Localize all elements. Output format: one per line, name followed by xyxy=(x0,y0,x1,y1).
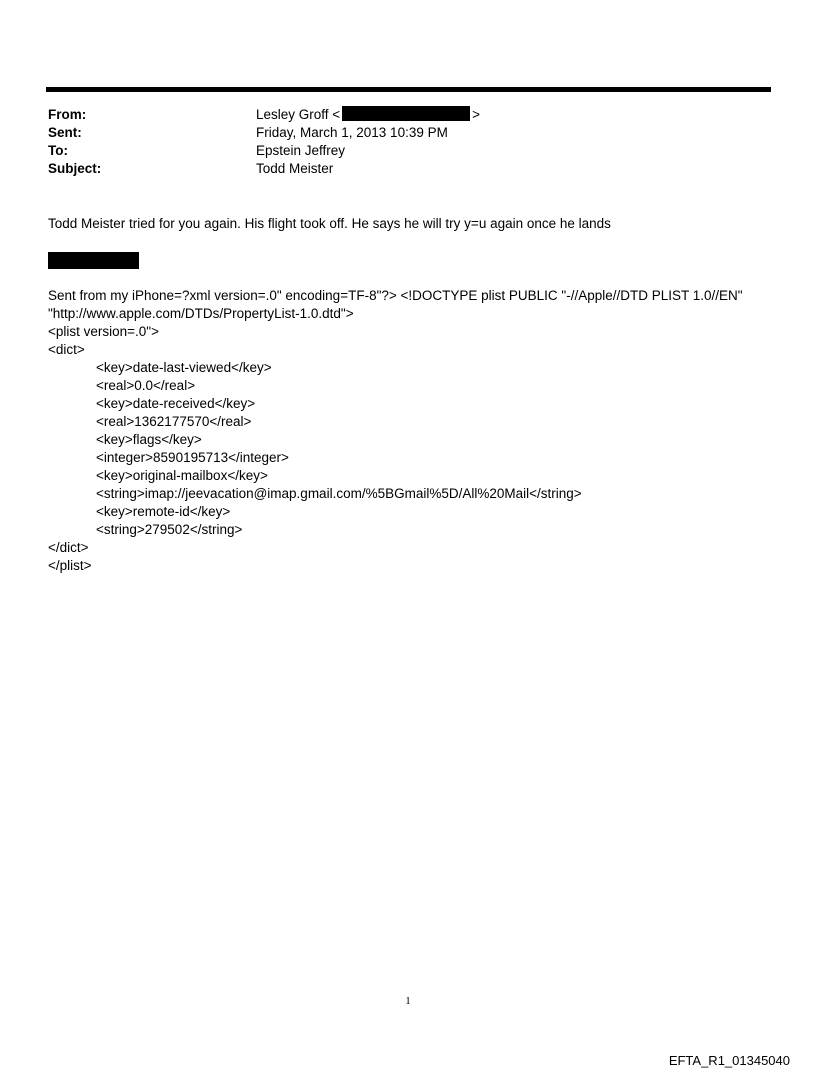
from-label: From: xyxy=(48,107,87,122)
plist-line: <key>remote-id</key> xyxy=(96,504,231,519)
plist-line: <key>date-last-viewed</key> xyxy=(96,360,272,375)
page-number: 1 xyxy=(405,995,411,1007)
from-name: Lesley Groff < xyxy=(256,107,341,122)
plist-line: <string>279502</string> xyxy=(96,522,243,537)
to-value: Epstein Jeffrey xyxy=(256,143,346,158)
plist-line: "http://www.apple.com/DTDs/PropertyList-1.0.dtd"> xyxy=(48,306,354,321)
signature-redaction xyxy=(48,252,139,269)
plist-metadata xyxy=(48,287,768,575)
subject-label: Subject: xyxy=(48,161,102,176)
plist-line: <dict> xyxy=(48,342,85,357)
sent-row xyxy=(48,124,768,142)
plist-line: <key>flags</key> xyxy=(96,432,202,447)
sent-value: Friday, March 1, 2013 10:39 PM xyxy=(256,125,448,140)
from-close-bracket: > xyxy=(472,107,481,122)
email-address-redaction xyxy=(342,106,470,121)
subject-value: Todd Meister xyxy=(256,161,334,176)
plist-line: <key>date-received</key> xyxy=(96,396,256,411)
plist-line: <integer>8590195713</integer> xyxy=(96,450,289,465)
plist-line: <real>1362177570</real> xyxy=(96,414,252,429)
plist-line: <key>original-mailbox</key> xyxy=(96,468,268,483)
plist-line: </dict> xyxy=(48,540,89,555)
to-row xyxy=(48,142,768,160)
sent-label: Sent: xyxy=(48,125,82,140)
plist-line: <real>0.0</real> xyxy=(96,378,196,393)
plist-line: <string>imap://jeevacation@imap.gmail.com/%5BGmail%5D/All%20Mail</string> xyxy=(96,486,582,501)
message-body: Todd Meister tried for you again. His flight took off. He says he will try y=u again once he lands xyxy=(48,216,611,231)
header-divider xyxy=(46,87,771,92)
plist-line: Sent from my iPhone=?xml version=.0" encoding=TF-8"?> <!DOCTYPE plist PUBLIC "-//Apple//DTD PLIST 1.0//EN" xyxy=(48,288,743,303)
bates-number: EFTA_R1_01345040 xyxy=(668,1053,790,1068)
plist-line: <plist version=.0"> xyxy=(48,324,159,339)
email-header xyxy=(48,106,768,178)
subject-row xyxy=(48,160,768,178)
to-label: To: xyxy=(48,143,68,158)
plist-line: </plist> xyxy=(48,558,92,573)
from-value xyxy=(256,106,480,124)
from-row xyxy=(48,106,768,124)
